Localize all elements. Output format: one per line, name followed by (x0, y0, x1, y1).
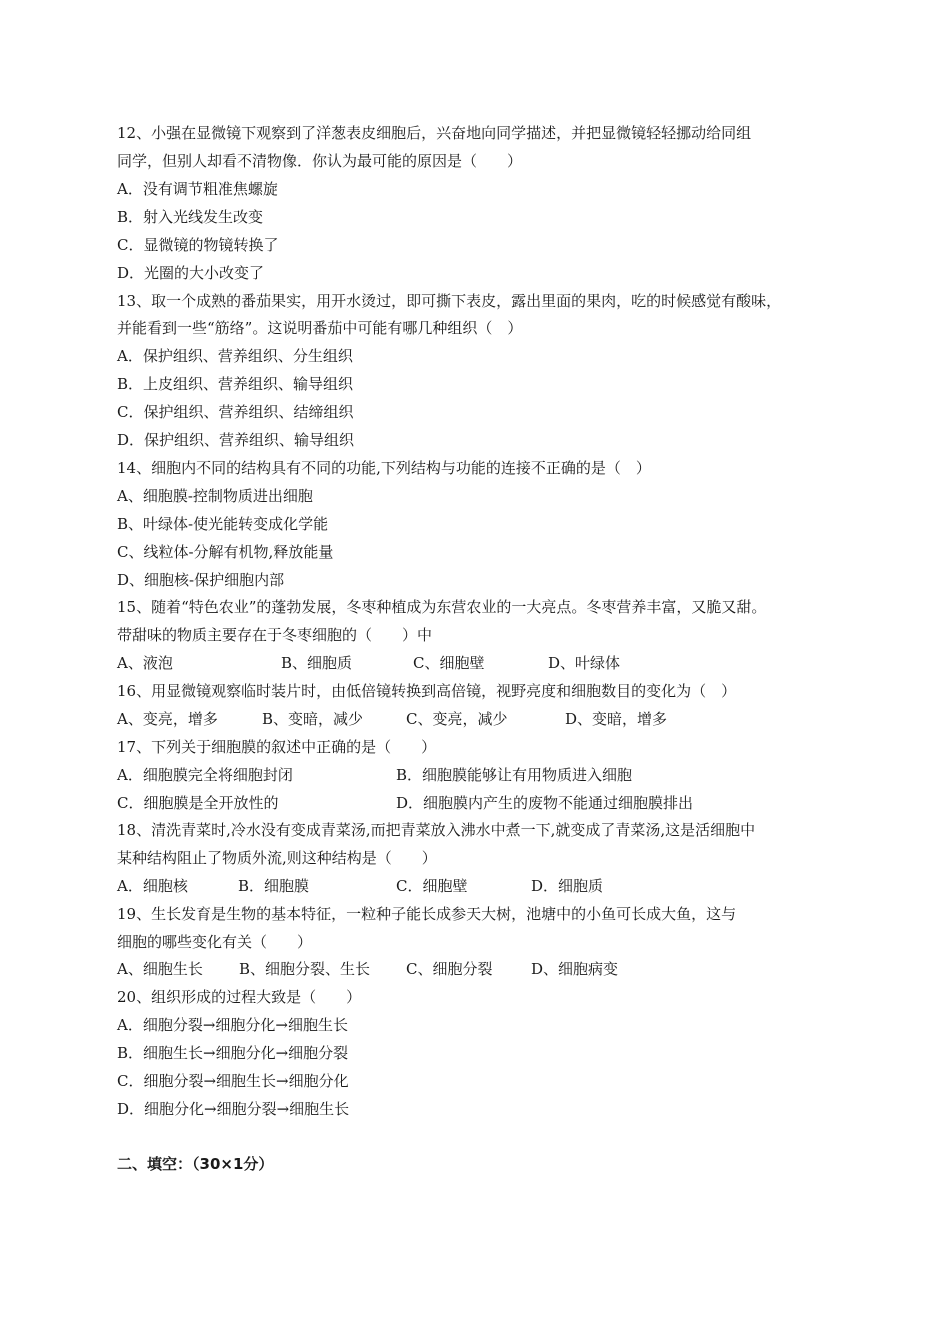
question-15-option-d: D、叶绿体 (548, 654, 621, 672)
question-17-option-d: D．细胞膜内产生的废物不能通过细胞膜排出 (396, 794, 694, 812)
question-13-option-c: C．保护组织、营养组织、结缔组织 (117, 403, 354, 421)
question-12-option-b: B．射入光线发生改变 (117, 208, 264, 226)
question-19-option-d: D、细胞病变 (531, 960, 619, 978)
question-16-option-c: C、变亮，减少 (406, 710, 508, 728)
question-16-option-a: A、变亮，增多 (117, 710, 218, 728)
question-17-text: 17、下列关于细胞膜的叙述中正确的是（ ） (117, 738, 437, 756)
question-12-option-d: D．光圈的大小改变了 (117, 264, 265, 282)
question-17-option-a: A．细胞膜完全将细胞封闭 (117, 766, 293, 784)
question-15-option-c: C、细胞壁 (413, 654, 485, 672)
question-17-option-b: B．细胞膜能够让有用物质进入细胞 (396, 766, 633, 784)
question-14-option-d: D、细胞核-保护细胞内部 (117, 571, 285, 589)
question-20-option-c: C．细胞分裂→细胞生长→细胞分化 (117, 1072, 349, 1090)
question-12-text-cont: 同学，但别人却看不清物像．你认为最可能的原因是（ ） (117, 152, 523, 170)
question-12-option-c: C．显微镜的物镜转换了 (117, 236, 279, 254)
question-19-option-c: C、细胞分裂 (406, 960, 493, 978)
question-13-text-cont: 并能看到一些“筋络”。这说明番茄中可能有哪几种组织（ ） (117, 319, 523, 337)
question-15-option-a: A、液泡 (117, 654, 173, 672)
question-13-option-b: B．上皮组织、营养组织、输导组织 (117, 375, 354, 393)
question-18-text: 18、清洗青菜时,冷水没有变成青菜汤,而把青菜放入沸水中煮一下,就变成了青菜汤,这是活细胞中 (117, 821, 756, 839)
question-14-option-b: B、叶绿体-使光能转变成化学能 (117, 515, 329, 533)
question-16-option-b: B、变暗，减少 (262, 710, 364, 728)
question-18-option-a: A．细胞核 (117, 877, 188, 895)
question-12-option-a: A．没有调节粗准焦螺旋 (117, 180, 278, 198)
question-18-option-c: C．细胞壁 (396, 877, 468, 895)
question-19-text-cont: 细胞的哪些变化有关（ ） (117, 933, 313, 951)
section-heading-fill-in: 二、填空：（30×1分） (117, 1155, 274, 1173)
question-18-text-cont: 某种结构阻止了物质外流,则这种结构是（ ） (117, 849, 437, 867)
question-18-option-b: B．细胞膜 (238, 877, 310, 895)
question-12-text: 12、小强在显微镜下观察到了洋葱表皮细胞后，兴奋地向同学描述，并把显微镜轻轻挪动给同组 (117, 124, 752, 142)
question-17-option-c: C．细胞膜是全开放性的 (117, 794, 279, 812)
question-15-text: 15、随着“特色农业”的蓬勃发展，冬枣种植成为东营农业的一大亮点。冬枣营养丰富，又脆又甜。 (117, 598, 767, 616)
question-13-text: 13、取一个成熟的番茄果实，用开水烫过，即可撕下表皮，露出里面的果肉，吃的时候感觉有酸味， (117, 292, 782, 310)
question-16-option-d: D、变暗，增多 (565, 710, 668, 728)
question-13-option-a: A．保护组织、营养组织、分生组织 (117, 347, 353, 365)
question-15-text-cont: 带甜味的物质主要存在于冬枣细胞的（ ）中 (117, 626, 433, 644)
question-19-option-b: B、细胞分裂、生长 (239, 960, 371, 978)
question-18-option-d: D．细胞质 (531, 877, 604, 895)
question-13-option-d: D．保护组织、营养组织、输导组织 (117, 431, 355, 449)
question-20-option-d: D．细胞分化→细胞分裂→细胞生长 (117, 1100, 350, 1118)
question-19-option-a: A、细胞生长 (117, 960, 203, 978)
question-14-option-c: C、线粒体-分解有机物,释放能量 (117, 543, 334, 561)
question-20-option-a: A．细胞分裂→细胞分化→细胞生长 (117, 1016, 348, 1034)
question-14-option-a: A、细胞膜-控制物质进出细胞 (117, 487, 313, 505)
question-14-text: 14、细胞内不同的结构具有不同的功能,下列结构与功能的连接不正确的是（ ） (117, 459, 651, 477)
question-19-text: 19、生长发育是生物的基本特征，一粒种子能长成参天大树，池塘中的小鱼可长成大鱼，这与 (117, 905, 737, 923)
question-20-text: 20、组织形成的过程大致是（ ） (117, 988, 362, 1006)
question-16-text: 16、用显微镜观察临时装片时，由低倍镜转换到高倍镜，视野亮度和细胞数目的变化为（ ） (117, 682, 737, 700)
question-15-option-b: B、细胞质 (281, 654, 353, 672)
question-20-option-b: B．细胞生长→细胞分化→细胞分裂 (117, 1044, 349, 1062)
